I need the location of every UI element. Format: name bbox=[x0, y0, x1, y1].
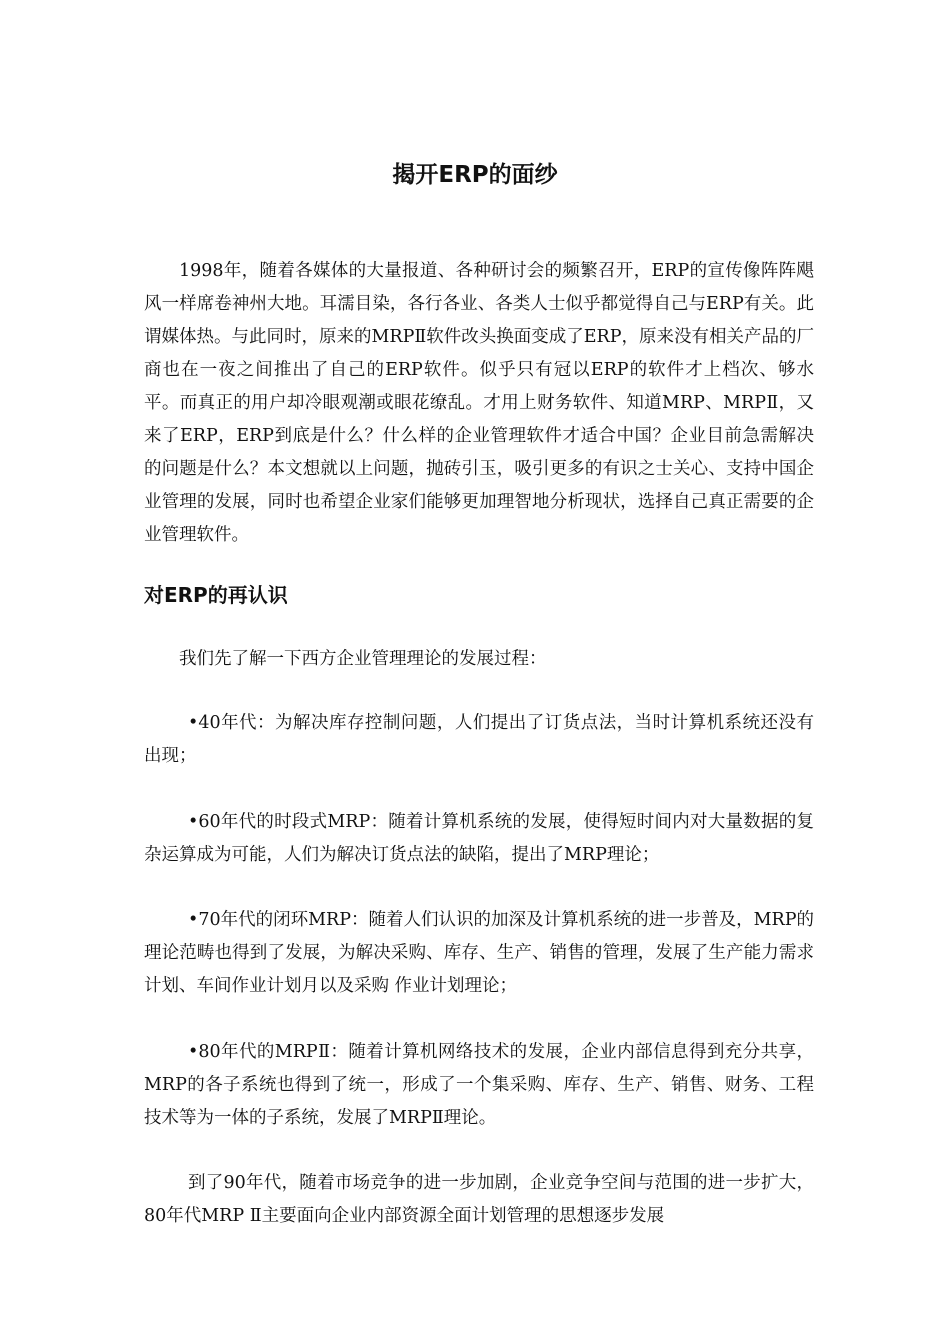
closing-paragraph: 到了90年代，随着市场竞争的进一步加剧，企业竞争空间与范围的进一步扩大，80年代MRP Ⅱ主要面向企业内部资源全面计划管理的思想逐步发展 bbox=[144, 1173, 814, 1226]
bullet-item-1970s: •70年代的闭环MRP：随着人们认识的加深及计算机系统的进一步普及，MRP的理论范畴也得到了发展，为解决采购、库存、生产、销售的管理，发展了生产能力需求计划、车间作业计划月以及采购 作业计划理论； bbox=[144, 910, 814, 996]
document-title: 揭开ERP的面纱 bbox=[392, 162, 558, 188]
section-lead-paragraph: 我们先了解一下西方企业管理理论的发展过程： bbox=[179, 649, 547, 669]
bullet-item-1960s: •60年代的时段式MRP：随着计算机系统的发展，使得短时间内对大量数据的复杂运算成为可能，人们为解决订货点法的缺陷，提出了MRP理论； bbox=[144, 812, 814, 865]
intro-paragraph: 1998年，随着各媒体的大量报道、各种研讨会的频繁召开，ERP的宣传像阵阵飓风一样席卷神州大地。耳濡目染，各行各业、各类人士似乎都觉得自己与ERP有关。此谓媒体热。与此同时，原来的MRPⅡ软件改头换面变成了ERP，原来没有相关产品的厂商也在一夜之间推出了自己的ERP软件。似乎只有冠以ERP的软件才上档次、够水平。而真正的用户却冷眼观潮或眼花缭乱。才用上财务软件、知道MRP、MRPⅡ，又来了ERP，ERP到底是什么？什么样的企业管理软件才适合中国？企业目前急需解决的问题是什么？本文想就以上问题，抛砖引玉，吸引更多的有识之士关心、支持中国企业管理的发展，同时也希望企业家们能够更加理智地分析现状，选择自己真正需要的企业管理软件。 bbox=[144, 261, 814, 545]
section-heading: 对ERP的再认识 bbox=[144, 583, 288, 607]
bullet-item-1940s: •40年代：为解决库存控制问题，人们提出了订货点法，当时计算机系统还没有出现； bbox=[144, 713, 814, 766]
bullet-item-1980s: •80年代的MRPⅡ：随着计算机网络技术的发展，企业内部信息得到充分共享，MRP的各子系统也得到了统一，形成了一个集采购、库存、生产、销售、财务、工程技术等为一体的子系统，发展了MRPⅡ理论。 bbox=[144, 1042, 814, 1128]
